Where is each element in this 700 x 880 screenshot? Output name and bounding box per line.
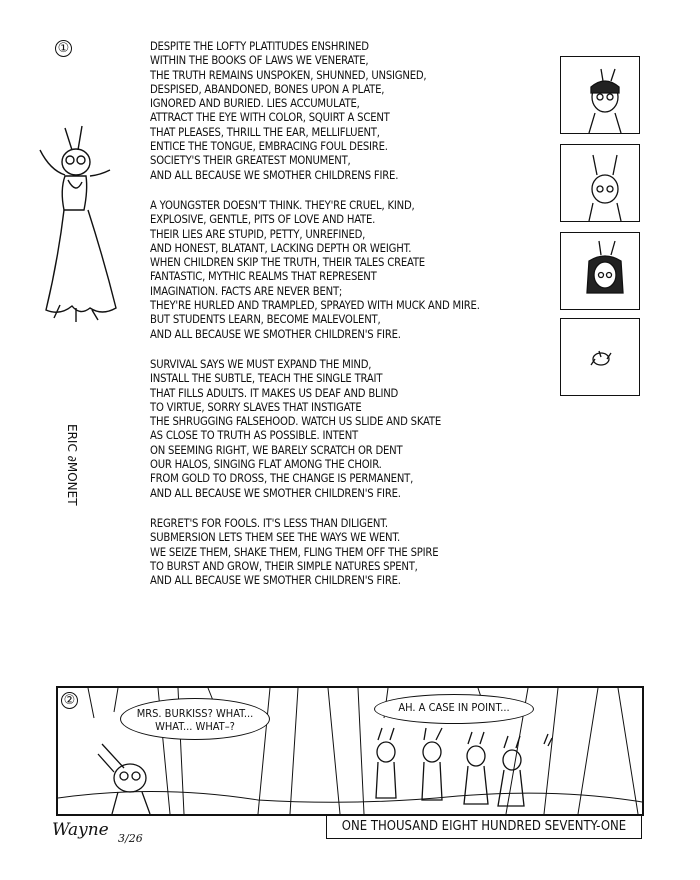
poem-line: SOCIETY'S THEIR GREATEST MONUMENT, (150, 154, 351, 168)
poem-line: ATTRACT THE EYE WITH COLOR, SQUIRT A SCENT (150, 111, 390, 125)
poem-line: AND ALL BECAUSE WE SMOTHER CHILDRENS FIRE. (150, 168, 399, 182)
year-caption: ONE THOUSAND EIGHT HUNDRED SEVENTY-ONE (326, 815, 642, 839)
poem-line: SURVIVAL SAYS WE MUST EXPAND THE MIND, (150, 357, 372, 371)
vertical-author-signature (60, 420, 84, 550)
poem-stanza-4 (150, 517, 550, 588)
speech-bubble-right (374, 694, 534, 724)
poem-line: WE SEIZE THEM, SHAKE THEM, FLING THEM OFF THE SPIRE (150, 545, 439, 559)
thumbnail-panel-3 (560, 232, 640, 310)
thumbnail-panel-4 (560, 318, 640, 396)
speech-bubble-left-line-1: MRS. BURKISS? WHAT... (136, 707, 254, 720)
poem-line: AND ALL BECAUSE WE SMOTHER CHILDREN'S FIRE. (150, 327, 401, 341)
poem-line: AS CLOSE TO TRUTH AS POSSIBLE. INTENT (150, 429, 358, 443)
poem-line: REGRET'S FOR FOOLS. IT'S LESS THAN DILIGENT. (150, 516, 388, 530)
poem-line: EXPLOSIVE, GENTLE, PITS OF LOVE AND HATE. (150, 213, 376, 227)
poem-line: BUT STUDENTS LEARN, BECOME MALEVOLENT, (150, 313, 381, 327)
panel-number-2: ② (61, 692, 78, 709)
poem-text (150, 40, 550, 604)
artist-signature: Wayne (52, 820, 109, 840)
poem-line: THAT FILLS ADULTS. IT MAKES US DEAF AND BLIND (150, 386, 399, 400)
comic-panel-2 (56, 686, 644, 816)
speech-bubble-left (120, 698, 270, 740)
poem-line: OUR HALOS, SINGING FLAT AMONG THE CHOIR. (150, 458, 382, 472)
poem-line: FANTASTIC, MYTHIC REALMS THAT REPRESENT (150, 270, 377, 284)
poem-line: DESPISED, ABANDONED, BONES UPON A PLATE, (150, 82, 385, 96)
panel-number-1: ① (55, 40, 72, 57)
poem-line: THEY'RE HURLED AND TRAMPLED, SPRAYED WITH MUCK AND MIRE. (150, 299, 480, 313)
poem-line: ON SEEMING RIGHT, WE BARELY SCRATCH OR DENT (150, 443, 403, 457)
poem-line: AND ALL BECAUSE WE SMOTHER CHILDREN'S FIRE. (150, 574, 401, 588)
vertical-author-signature-text: ERIC ∂MONET (65, 424, 79, 506)
poem-line: TO BURST AND GROW, THEIR SIMPLE NATURES SPENT, (150, 559, 418, 573)
poem-line: IGNORED AND BURIED. LIES ACCUMULATE, (150, 97, 360, 111)
poem-stanza-1 (150, 40, 550, 183)
poem-line: SUBMERSION LETS THEM SEE THE WAYS WE WENT. (150, 531, 400, 545)
poem-line: AND ALL BECAUSE WE SMOTHER CHILDREN'S FIRE. (150, 486, 401, 500)
poem-line: IMAGINATION. FACTS ARE NEVER BENT; (150, 284, 343, 298)
poem-line: THAT PLEASES, THRILL THE EAR, MELLIFLUENT, (150, 125, 380, 139)
poem-line: DESPITE THE LOFTY PLATITUDES ENSHRINED (150, 40, 369, 53)
poem-line: AND HONEST, BLATANT, LACKING DEPTH OR WEIGHT. (150, 241, 412, 255)
poem-line: FROM GOLD TO DROSS, THE CHANGE IS PERMANENT, (150, 472, 414, 486)
poem-line: THEIR LIES ARE STUPID, PETTY, UNREFINED, (150, 227, 366, 241)
poem-stanza-3 (150, 358, 550, 501)
poem-line: INSTALL THE SUBTLE, TEACH THE SINGLE TRAIT (150, 372, 383, 386)
speech-bubble-left-line-2: WHAT... WHAT–? (155, 720, 235, 733)
poem-line: ENTICE THE TONGUE, EMBRACING FOUL DESIRE. (150, 140, 388, 154)
poem-line: THE TRUTH REMAINS UNSPOKEN, SHUNNED, UNSIGNED, (150, 68, 427, 82)
poem-line: THE SHRUGGING FALSEHOOD. WATCH US SLIDE AND SKATE (150, 415, 441, 429)
speech-bubble-right-text: AH. A CASE IN POINT... (398, 701, 510, 714)
poem-line: TO VIRTUE, SORRY SLAVES THAT INSTIGATE (150, 400, 362, 414)
thumbnail-panel-2 (560, 144, 640, 222)
poem-line: WHEN CHILDREN SKIP THE TRUTH, THEIR TALES CREATE (150, 256, 425, 270)
floating-figure-illustration (20, 120, 140, 340)
poem-line: WITHIN THE BOOKS OF LAWS WE VENERATE, (150, 54, 369, 68)
poem-stanza-2 (150, 199, 550, 342)
signature-date: 3/26 (118, 832, 143, 845)
thumbnail-panel-1 (560, 56, 640, 134)
poem-line: A YOUNGSTER DOESN'T THINK. THEY'RE CRUEL, KIND, (150, 198, 415, 212)
